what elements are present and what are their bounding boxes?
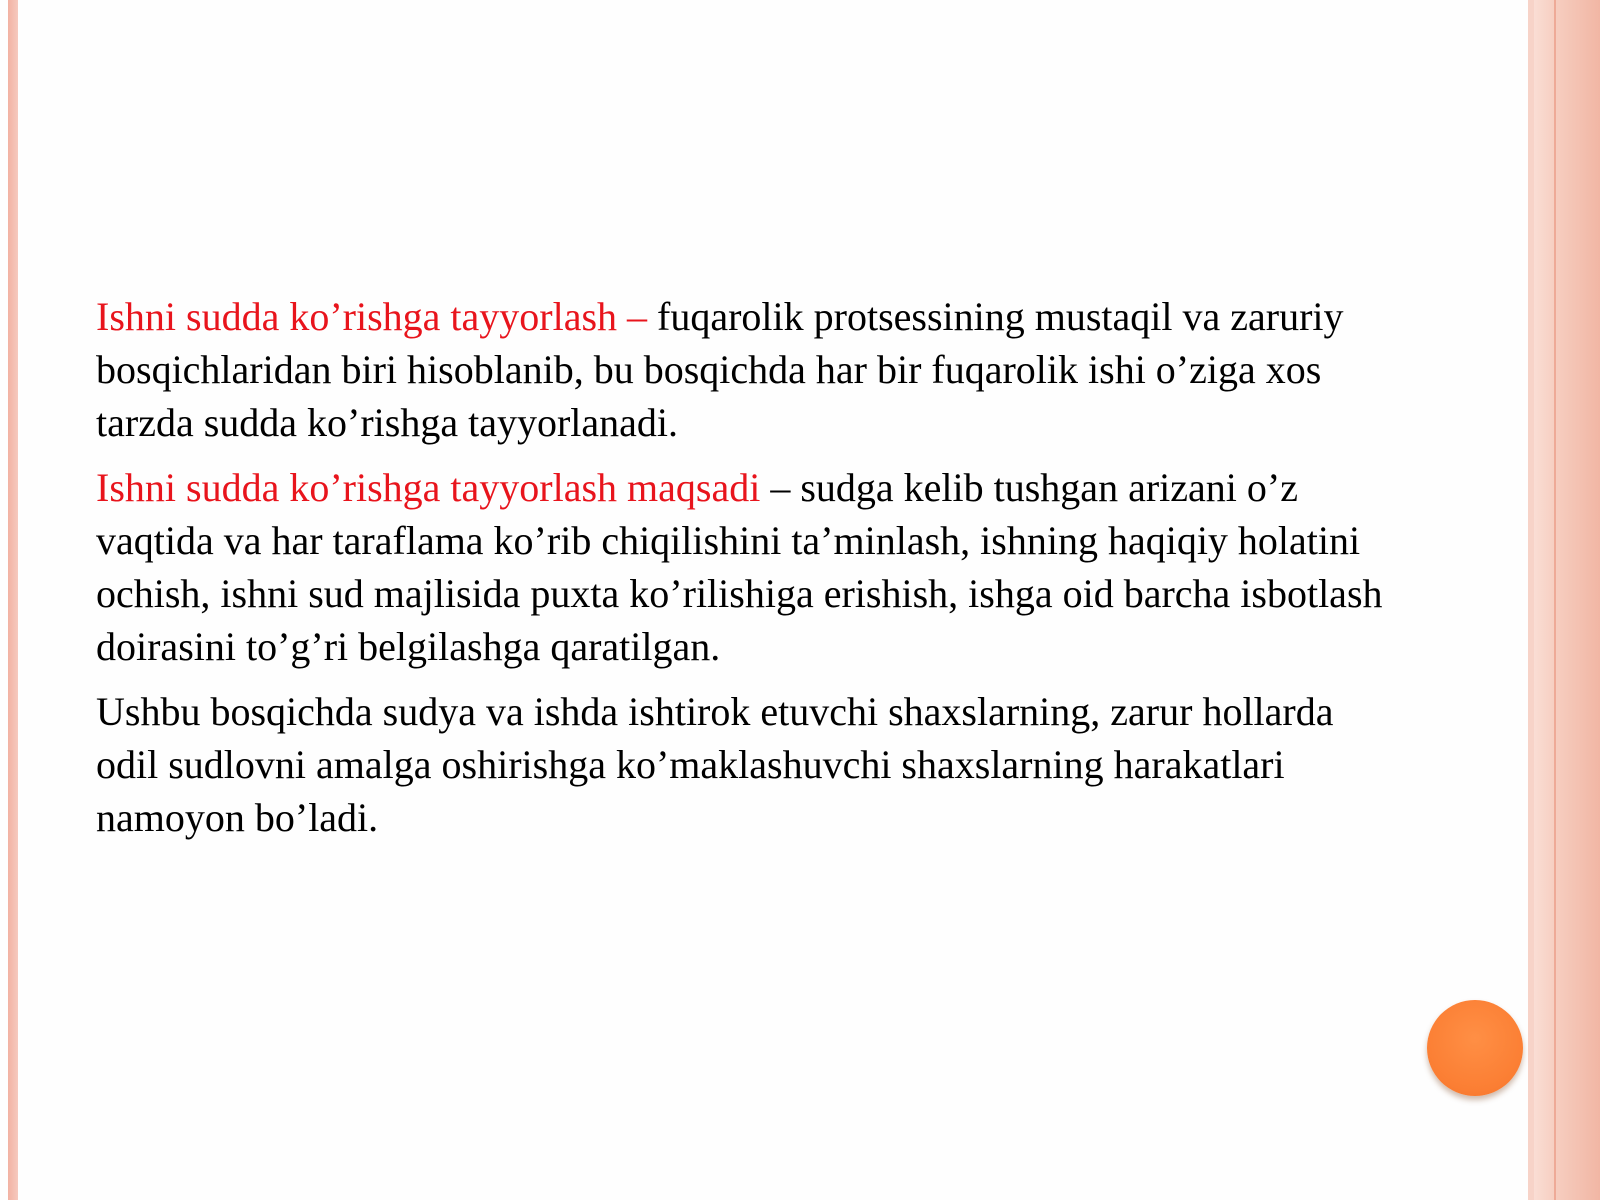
orange-circle-decoration xyxy=(1427,1000,1523,1096)
paragraph-purpose xyxy=(96,461,1396,673)
paragraph-definition xyxy=(96,290,1396,449)
participants-text: Ushbu bosqichda sudya va ishda ishtirok etuvchi shaxslarning, zarur hollarda odil sudlovni amalga oshirishga ko’maklashuvchi shaxslarning harakatlari namoyon bo’ladi. xyxy=(96,689,1334,840)
purpose-term: Ishni sudda ko’rishga tayyorlash maqsadi xyxy=(96,465,761,510)
definition-term: Ishni sudda ko’rishga tayyorlash – xyxy=(96,294,648,339)
right-band-edge xyxy=(1528,0,1534,1200)
paragraph-participants xyxy=(96,685,1396,844)
right-band-decoration xyxy=(1528,0,1600,1200)
slide-body xyxy=(96,290,1396,856)
left-border-decoration xyxy=(8,0,18,1200)
right-band-line xyxy=(1554,0,1556,1200)
purpose-text: – sudga kelib tushgan arizani o’z vaqtida va har taraflama ko’rib chiqilishini ta’minlash, ishning haqiqiy holatini ochish, ishni sud majlisida puxta ko’rilishiga erishish, ishga oid barcha isbotlash doirasini to’g’ri belgilashga qaratilgan. xyxy=(96,465,1383,669)
definition-text: fuqarolik protsessining mustaqil va zaruriy bosqichlaridan biri hisoblanib, bu bosqichda har bir fuqarolik ishi o’ziga xos tarzda sudda ko’rishga tayyorlanadi. xyxy=(96,294,1344,445)
